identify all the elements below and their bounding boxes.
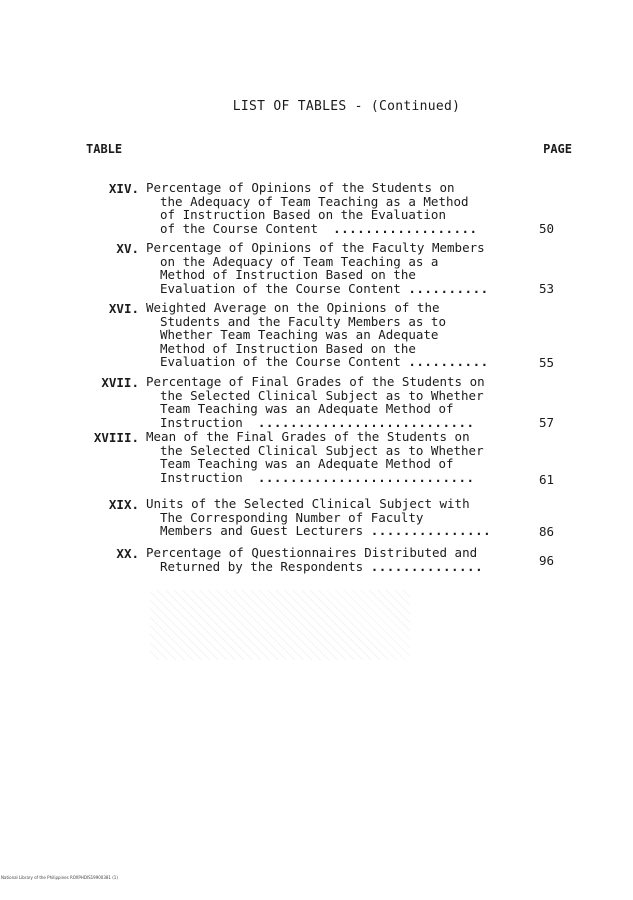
title-line: on the Adequacy of Team Teaching as a	[160, 253, 439, 269]
title-line: Instruction	[160, 414, 243, 430]
table-number: XVI.	[108, 301, 139, 316]
title-line: Evaluation of the Course Content	[160, 354, 401, 370]
dot-leader: ..........	[408, 354, 489, 370]
title-line: of the Course Content	[160, 220, 319, 236]
page-number: 86	[538, 524, 554, 539]
title-line: The Corresponding Number of Faculty	[160, 509, 424, 525]
table-number: XV.	[116, 241, 139, 256]
dot-leader: ...........................	[257, 469, 475, 485]
title-line: Method of Instruction Based on the	[160, 340, 416, 356]
list-item[interactable]	[0, 181, 633, 241]
table-title	[146, 497, 526, 538]
table-title	[146, 241, 526, 295]
dot-leader: ...........................	[257, 414, 475, 430]
title-line: Evaluation of the Course Content	[160, 280, 401, 296]
page-column-label: PAGE	[543, 142, 572, 156]
title-line: the Selected Clinical Subject as to Whether	[160, 442, 484, 458]
table-title	[146, 181, 526, 235]
dot-leader: ...............	[370, 523, 492, 539]
title-line: Percentage of Final Grades of the Students on	[146, 374, 485, 389]
table-number: XIV.	[108, 181, 139, 196]
list-item[interactable]	[0, 301, 633, 375]
table-list	[0, 181, 633, 594]
page-number: 96	[538, 553, 554, 568]
dot-leader: ..........	[408, 280, 489, 296]
title-line: of Instruction Based on the Evaluation	[160, 207, 446, 223]
list-item[interactable]	[0, 375, 633, 430]
title-line: Returned by the Respondents	[160, 558, 364, 574]
footer-caption: National Library of the Philippines ROXPHDIS19900381 (1)	[1, 875, 118, 880]
title-line: Percentage of Questionnaires Distributed and	[146, 545, 478, 560]
title-line: Mean of the Final Grades of the Students on	[146, 429, 470, 444]
title-line: the Adequacy of Team Teaching as a Method	[160, 193, 469, 209]
table-column-label: TABLE	[86, 142, 123, 156]
title-line: Percentage of Opinions of the Students on	[146, 180, 455, 195]
table-title	[146, 546, 526, 573]
table-title	[146, 430, 526, 484]
list-item[interactable]	[0, 546, 633, 594]
scan-noise	[150, 590, 410, 660]
title-line: Team Teaching was an Adequate Method of	[160, 401, 454, 417]
table-number: XIX.	[108, 497, 139, 512]
page-number: 50	[538, 221, 554, 236]
title-line: Whether Team Teaching was an Adequate	[160, 327, 439, 343]
title-line: Team Teaching was an Adequate Method of	[160, 456, 454, 472]
page-number: 55	[538, 355, 554, 370]
title-line: Instruction	[160, 469, 243, 485]
list-item[interactable]	[0, 430, 633, 497]
page-number: 61	[538, 472, 554, 487]
page-number: 53	[538, 281, 554, 296]
page-title: LIST OF TABLES - (Continued)	[232, 99, 461, 114]
dot-leader: ..................	[333, 220, 478, 236]
list-item[interactable]	[0, 241, 633, 301]
title-line: Members and Guest Lecturers	[160, 523, 364, 539]
table-number: XVIII.	[93, 430, 139, 445]
dot-leader: ..............	[370, 558, 484, 574]
table-title	[146, 375, 526, 429]
table-title	[146, 301, 526, 369]
page-number: 57	[538, 415, 554, 430]
list-item[interactable]	[0, 497, 633, 546]
title-line: Students and the Faculty Members as to	[160, 313, 446, 329]
title-line: Units of the Selected Clinical Subject with	[146, 496, 470, 511]
title-line: the Selected Clinical Subject as to Whether	[160, 387, 484, 403]
title-line: Weighted Average on the Opinions of the	[146, 300, 440, 315]
table-number: XX.	[116, 546, 139, 561]
title-line: Method of Instruction Based on the	[160, 267, 416, 283]
title-line: Percentage of Opinions of the Faculty Members	[146, 240, 485, 255]
table-number: XVII.	[101, 375, 139, 390]
